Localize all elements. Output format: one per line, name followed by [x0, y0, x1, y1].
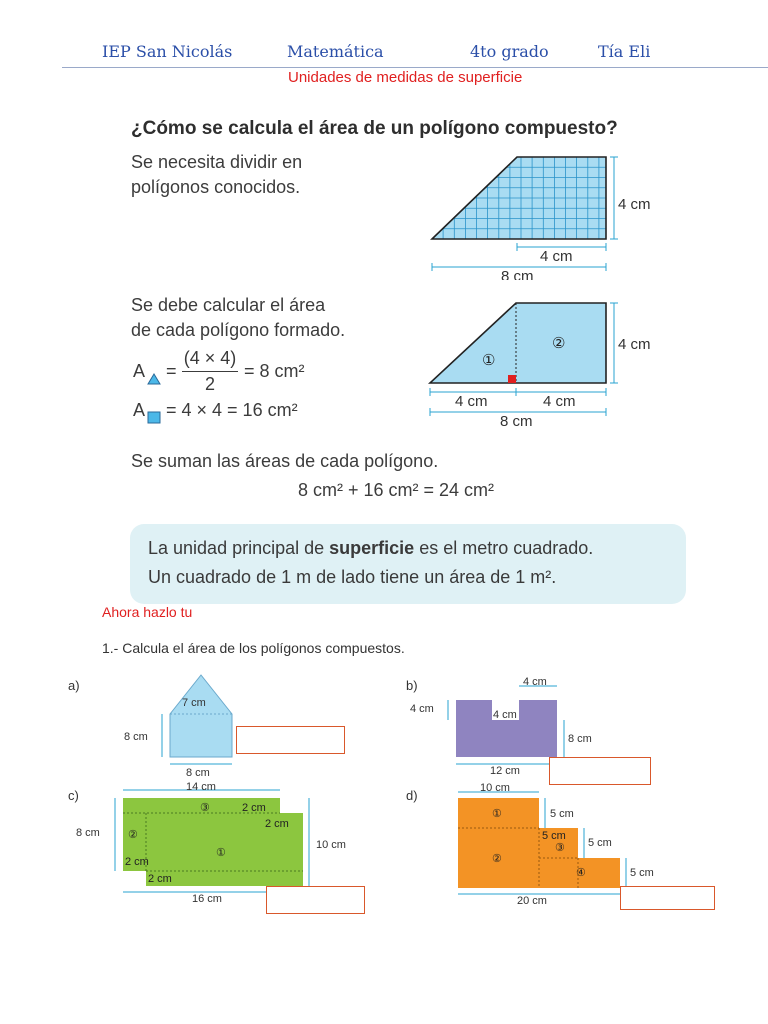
figure-c-dim-c: 2 cm [125, 856, 149, 868]
fig1-height-label: 4 cm [618, 196, 651, 213]
note-line1: La unidad principal de superficie es el metro cuadrado. [148, 538, 594, 558]
topic-title: Unidades de medidas de superficie [288, 69, 523, 86]
figure-c-top: 14 cm [186, 781, 216, 793]
note-keyword: superficie [329, 538, 415, 558]
triangle-icon [147, 373, 161, 385]
header-divider [62, 67, 768, 68]
triangle-area-letter: A [133, 361, 146, 381]
answer-box-c[interactable] [266, 886, 365, 914]
figure-b-right-height: 8 cm [568, 733, 592, 745]
figure-d-base: 20 cm [517, 895, 547, 907]
triangle-numerator: (4 × 4) [183, 348, 237, 368]
triangle-result: = 8 cm² [244, 361, 305, 381]
figure-d-top: 10 cm [480, 782, 510, 794]
trapezoid-grid-figure [420, 150, 680, 280]
fig2-region2: ② [552, 335, 566, 352]
step1-line2: polígonos conocidos. [131, 177, 301, 197]
fig2-left-label: 4 cm [455, 393, 488, 410]
step2-line2: de cada polígono formado. [131, 320, 346, 340]
figure-d-step2: 5 cm [588, 837, 612, 849]
figure-c-region3: ③ [200, 802, 210, 814]
practice-heading: Ahora hazlo tu [102, 604, 193, 620]
fig2-height-label: 4 cm [618, 336, 651, 353]
figure-d-region4: ④ [576, 867, 586, 879]
fig2-region1: ① [482, 352, 496, 369]
figure-d-label: d) [406, 788, 418, 803]
step3-text: Se suman las áreas de cada polígono. [131, 451, 439, 471]
figure-a-base: 8 cm [186, 767, 210, 779]
figure-d-region3: ③ [555, 842, 565, 854]
step1-line1: Se necesita dividir en [131, 152, 303, 172]
figure-c-region1: ① [216, 847, 226, 859]
figure-c-right: 10 cm [316, 839, 346, 851]
school-name: IEP San Nicolás [102, 42, 233, 61]
square-result: = 4 × 4 = 16 cm² [166, 400, 298, 420]
fig1-base-label: 8 cm [501, 268, 534, 280]
note-line2: Un cuadrado de 1 m de lado tiene un área de 1 m². [148, 567, 557, 587]
figure-a-side: 7 cm [182, 697, 206, 709]
divided-trapezoid-figure [420, 296, 680, 430]
figure-b-label: b) [406, 678, 418, 693]
figure-a [60, 670, 300, 780]
fig2-base-label: 8 cm [500, 413, 533, 430]
fraction-bar [182, 371, 238, 372]
figure-d-step1: 5 cm [550, 808, 574, 820]
subject-name: Matemática [287, 42, 384, 61]
figure-c-dim-b: 2 cm [265, 818, 289, 830]
figure-c-dim-a: 2 cm [242, 802, 266, 814]
grade-label: 4to grado [470, 42, 549, 61]
figure-b-notch-width: 4 cm [523, 676, 547, 688]
figure-c-left: 8 cm [76, 827, 100, 839]
figure-b-notch-inner: 4 cm [493, 709, 517, 721]
figure-d-inner: 5 cm [542, 830, 566, 842]
figure-c-region2: ② [128, 829, 138, 841]
figure-c-dim-d: 2 cm [148, 873, 172, 885]
figure-d-region1: ① [492, 808, 502, 820]
figure-a-label: a) [68, 678, 80, 693]
step2-line1: Se debe calcular el área [131, 295, 326, 315]
sum-formula: 8 cm² + 16 cm² = 24 cm² [298, 480, 495, 500]
fig2-right-label: 4 cm [543, 393, 576, 410]
figure-b-notch-height: 4 cm [410, 703, 434, 715]
teacher-name: Tía Eli [598, 42, 651, 61]
figure-d-region2: ② [492, 853, 502, 865]
practice-instruction: 1.- Calcula el área de los polígonos compuestos. [102, 640, 405, 656]
triangle-denominator: 2 [204, 374, 215, 394]
lesson-question: ¿Cómo se calcula el área de un polígono compuesto? [131, 118, 618, 139]
fig1-right-label: 4 cm [540, 248, 573, 265]
figure-a-height: 8 cm [124, 731, 148, 743]
answer-box-a[interactable] [236, 726, 345, 754]
figure-b-base: 12 cm [490, 765, 520, 777]
figure-d-step3: 5 cm [630, 867, 654, 879]
figure-c-base: 16 cm [192, 893, 222, 905]
note-box [130, 524, 686, 604]
answer-box-d[interactable] [620, 886, 715, 910]
square-area-letter: A [133, 400, 146, 420]
figure-c-label: c) [68, 788, 79, 803]
square-icon [147, 411, 161, 424]
equals-sign: = [166, 361, 177, 381]
